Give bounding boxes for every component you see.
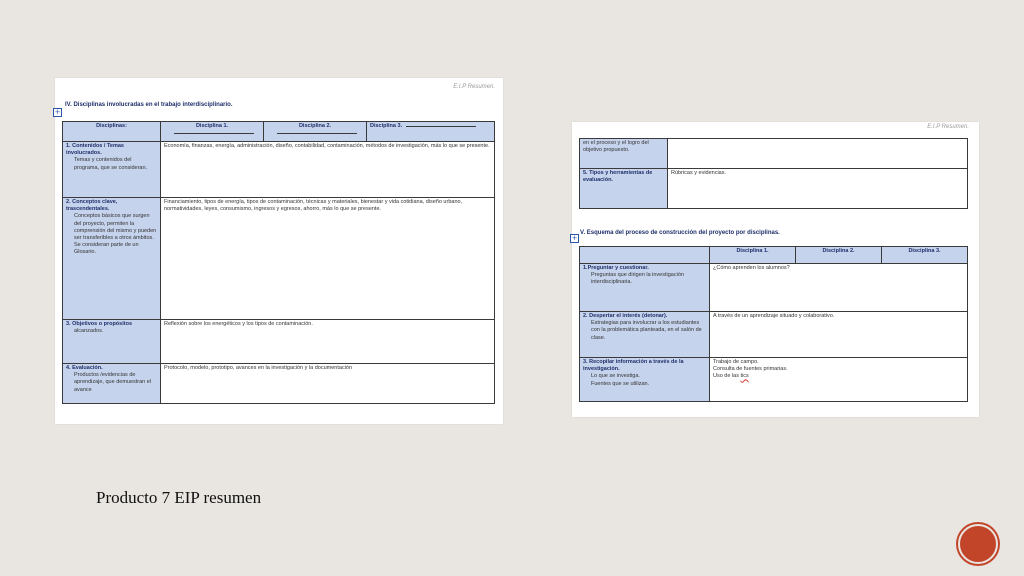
column-header: Disciplina 3. [367,122,495,142]
page-header: E.I.P Resumen. [453,84,495,90]
table-move-handle-icon[interactable]: + [54,108,61,116]
table-row: 1. Contenidos / Temas involucrados. Temas y contenidos del programa, que se consideran. Economía, finanzas, energía, administración, diseño, contabilidad, contaminación, métodos de investigación, más lo que se presente. [63,142,495,198]
table-row: 3. Objetivos o propósitos alcanzados. Reflexión sobre los energéticos y los tipos de contaminación. [63,320,495,364]
row-content: Financiamiento, tipos de energía, tipos de contaminación, técnicas y materiales, bienestar y vida cotidiana, diseño urbano, normatividades, leyes, consumismo, ingresos y egresos, ahorro, más lo que se presente. [161,198,495,320]
row-content: A través de un aprendizaje situado y colaborativo. [710,312,968,358]
disciplines-table [62,121,495,404]
table-row: 2. Despertar el interés (detonar). Estrategias para involucrar a los estudiantes con la problemática planteada, en el salón de clase. A través de un aprendizaje situado y colaborativo. [580,312,968,358]
document-page-2 [572,122,979,417]
row-content: Reflexión sobre los energéticos y los tipos de contaminación. [161,320,495,364]
document-page-1 [55,78,503,424]
spellcheck-underline: tics [740,373,749,380]
section-title: IV. Disciplinas involucradas en el trabajo interdisciplinario. [65,102,233,108]
column-header [580,247,710,264]
page-header: E.I.P Resumen. [927,124,969,130]
column-header: Disciplina 1. [710,247,796,264]
slide-caption: Producto 7 EIP resumen [96,488,262,507]
table-row: 5. Tipos y herramientas de evaluación. Rúbricas y evidencias. [580,169,968,209]
column-header: Disciplina 2. [264,122,367,142]
table-row: 1.Preguntar y cuestionar. Preguntas que dirigen la investigación interdisciplinaria. ¿Cómo aprenden los alumnos? [580,264,968,312]
row-content: Economía, finanzas, energía, administración, diseño, contabilidad, contaminación, métodos de investigación, más lo que se presente. [161,142,495,198]
column-header: Disciplinas: [63,122,161,142]
slide-number-badge [958,524,998,564]
evaluation-table [579,138,968,209]
column-header: Disciplina 3. [882,247,968,264]
section-title: V. Esquema del proceso de construcción del proyecto por disciplinas. [580,230,780,236]
table-row: 2. Conceptos clave, trascendentales. Conceptos básicos que surgen del proyecto, permiten la comprensión del mismo y pueden ser transferibles a otros ámbitos. Se consideran parte de un Glosario. Financiamiento, tipos de energía, tipos de contaminación, técnicas y materiales, bienestar y vida cotidiana, diseño urbano, normatividades, leyes, consumismo, ingresos y egresos, ahorro, más lo que se presente. [63,198,495,320]
column-header: Disciplina 1. [161,122,264,142]
row-content: Protocolo, modelo, prototipo, avances en la investigación y la documentación [161,364,495,404]
process-table [579,246,968,402]
column-header: Disciplina 2. [796,247,882,264]
row-content: ¿Cómo aprenden los alumnos? [710,264,968,312]
table-move-handle-icon[interactable]: + [571,234,578,242]
table-row: 4. Evaluación. Productos /evidencias de aprendizaje, que demuestran el avance Protocolo, modelo, prototipo, avances en la investigación y la documentación [63,364,495,404]
table-row: en el proceso y el logro del objetivo propuesto. [580,139,968,169]
table-row: 3. Recopilar información a través de la investigación. Lo que se investiga. Fuentes que se utilizan. Trabajo de campo. Consulta de fuentes primarias. Uso de las tics [580,358,968,402]
row-content: Trabajo de campo. Consulta de fuentes primarias. Uso de las tics [710,358,968,402]
